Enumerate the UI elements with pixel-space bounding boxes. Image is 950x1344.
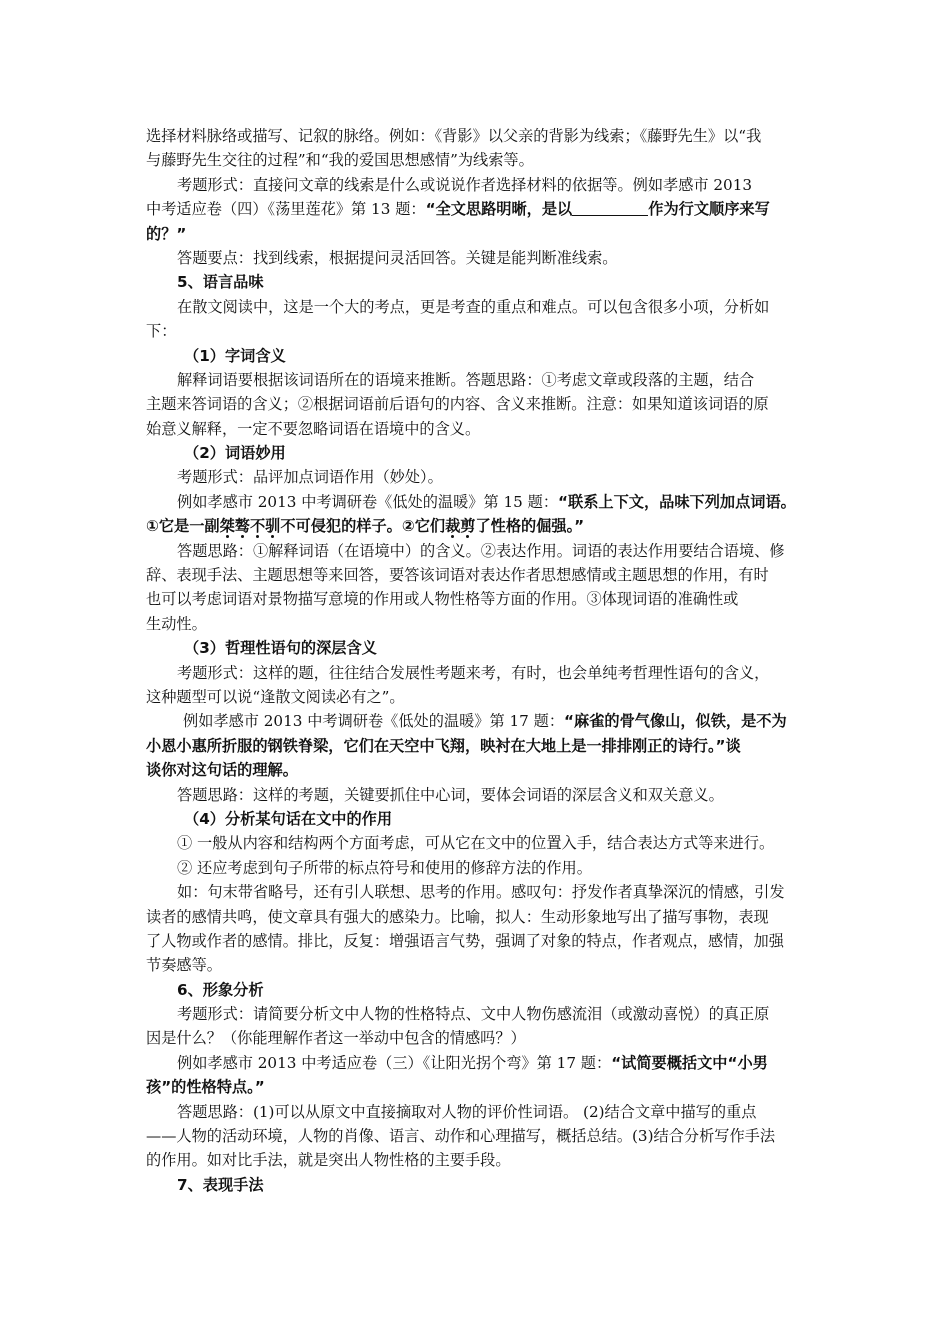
paragraph-line	[146, 197, 810, 221]
fill-in-blank	[572, 201, 648, 216]
dotted-character: 不	[249, 517, 266, 536]
paragraph-line	[146, 709, 810, 733]
section-heading-6: 6、形象分析	[177, 980, 264, 999]
dotted-character: 桀	[219, 517, 235, 536]
paragraph-line: 答题思路：①解释词语（在语境中）的含义。②表达作用。词语的表达作用要结合语境、修	[177, 541, 785, 560]
document-body	[146, 124, 810, 1197]
question-text: 的？”	[146, 224, 187, 243]
question-text: 谈你对这句话的理解。	[146, 761, 298, 780]
paragraph-line: 答题思路：这样的考题，关键要抓住中心词，要体会词语的深层含义和双关意义。	[177, 785, 724, 804]
dotted-character: 骜	[234, 517, 250, 536]
paragraph-line: 这种题型可以说“逢散文阅读必有之”。	[146, 687, 405, 706]
paragraph-line: 考题形式：直接问文章的线索是什么或说说作者选择材料的依据等。例如孝感市 2013	[177, 175, 753, 194]
paragraph-line: 读者的感情共鸣，使文章具有强大的感染力。比喻，拟人：生动形象地写出了描写事物，表现	[146, 907, 769, 926]
paragraph-line: 辞、表现手法、主题思想等来回答，要答该词语对表达作者思想感情或主题思想的作用，有时	[146, 566, 769, 585]
text-run: 不可侵犯的样子。②它们	[280, 517, 446, 536]
subheading-4: （4）分析某句话在文中的作用	[184, 809, 393, 828]
paragraph-line: 因是什么？（你能理解作者这一举动中包含的情感吗？）	[146, 1029, 526, 1048]
question-text: 孩”的性格特点。”	[146, 1078, 265, 1097]
question-text: “试简要概括文中“小男	[611, 1053, 768, 1072]
paragraph-line: ——人物的活动环境，人物的肖像、语言、动作和心理描写，概括总结。(3)结合分析写作手法	[146, 1127, 776, 1146]
paragraph-line: 始意义解释，一定不要忽略词语在语境中的含义。	[146, 419, 481, 438]
text-run: 中考适应卷（四）《荡里莲花》第 13 题：	[146, 200, 426, 219]
paragraph-line: ② 还应考虑到句子所带的标点符号和使用的修辞方法的作用。	[177, 858, 592, 877]
paragraph-line: 下：	[146, 322, 177, 341]
dotted-character: 剪	[460, 517, 476, 536]
paragraph-line: 考题形式：这样的题，往往结合发展性考题来考，有时，也会单纯考哲理性语句的含义，	[177, 663, 770, 682]
dotted-character: 驯	[265, 517, 281, 536]
question-text: 小恩小惠所折服的钢铁脊梁，它们在天空中飞翔，映衬在大地上是一排排刚正的诗行。”谈	[146, 736, 741, 755]
paragraph-line: 考题形式：品评加点词语作用（妙处）。	[177, 468, 443, 487]
section-heading-7: 7、表现手法	[177, 1175, 264, 1194]
text-run: ①它是一副	[146, 517, 220, 536]
question-text: 作为行文顺序来写	[648, 200, 770, 219]
paragraph-line: 生动性。	[146, 614, 207, 633]
paragraph-line: 解释词语要根据该词语所在的语境来推断。答题思路：①考虑文章或段落的主题，结合	[177, 370, 755, 389]
question-text: “联系上下文，品味下列加点词语。	[558, 492, 796, 511]
question-text	[146, 514, 810, 538]
text-run: 例如孝感市 2013 中考适应卷（三）《让阳光拐个弯》第 17 题：	[177, 1053, 612, 1072]
paragraph-line: 了人物或作者的感情。排比，反复：增强语言气势，强调了对象的特点，作者观点，感情，加强	[146, 931, 784, 950]
subheading-2: （2）词语妙用	[184, 444, 286, 463]
text-run: 例如孝感市 2013 中考调研卷《低处的温暖》第 17 题：	[183, 712, 565, 731]
dotted-character: 裁	[445, 517, 461, 536]
paragraph-line: ① 一般从内容和结构两个方面考虑，可从它在文中的位置入手，结合表达方式等来进行。	[177, 834, 775, 853]
paragraph-line: 答题思路：(1)可以从原文中直接摘取对人物的评价性词语。 (2)结合文章中描写的重点	[177, 1102, 757, 1121]
paragraph-line: 如：句末带省略号，还有引人联想、思考的作用。感叹句：抒发作者真挚深沉的情感，引发	[177, 883, 785, 902]
text-run: 例如孝感市 2013 中考调研卷《低处的温暖》第 15 题：	[177, 492, 559, 511]
question-text: “麻雀的骨气像山，似铁，是不为	[564, 712, 787, 731]
section-heading-5: 5、语言品味	[177, 273, 264, 292]
paragraph-line: 选择材料脉络或描写、记叙的脉络。例如：《背影》以父亲的背影为线索；《藤野先生》以“我	[146, 127, 762, 145]
paragraph-line	[146, 490, 810, 514]
paragraph-line: 的作用。如对比手法，就是突出人物性格的主要手段。	[146, 1151, 511, 1170]
paragraph-line: 与藤野先生交往的过程”和“我的爱国思想感情”为线索等。	[146, 151, 534, 170]
paragraph-line: 主题来答词语的含义；②根据词语前后语句的内容、含义来推断。注意：如果知道该词语的原	[146, 395, 769, 414]
question-text: “全文思路明晰，是以	[425, 200, 573, 219]
paragraph-line: 也可以考虑词语对景物描写意境的作用或人物性格等方面的作用。③体现词语的准确性或	[146, 590, 739, 609]
subheading-1: （1）字词含义	[184, 346, 286, 365]
paragraph-line: 在散文阅读中，这是一个大的考点，更是考查的重点和难点。可以包含很多小项，分析如	[177, 297, 770, 316]
paragraph-line: 考题形式：请简要分析文中人物的性格特点、文中人物伤感流泪（或激动喜悦）的真正原	[177, 1005, 770, 1024]
paragraph-line: 节奏感等。	[146, 956, 222, 975]
paragraph-line	[146, 1051, 810, 1075]
paragraph-line: 答题要点：找到线索，根据提问灵活回答。关键是能判断准线索。	[177, 248, 618, 267]
text-run: 了性格的倔强。”	[475, 517, 585, 536]
subheading-3: （3）哲理性语句的深层含义	[184, 639, 377, 658]
